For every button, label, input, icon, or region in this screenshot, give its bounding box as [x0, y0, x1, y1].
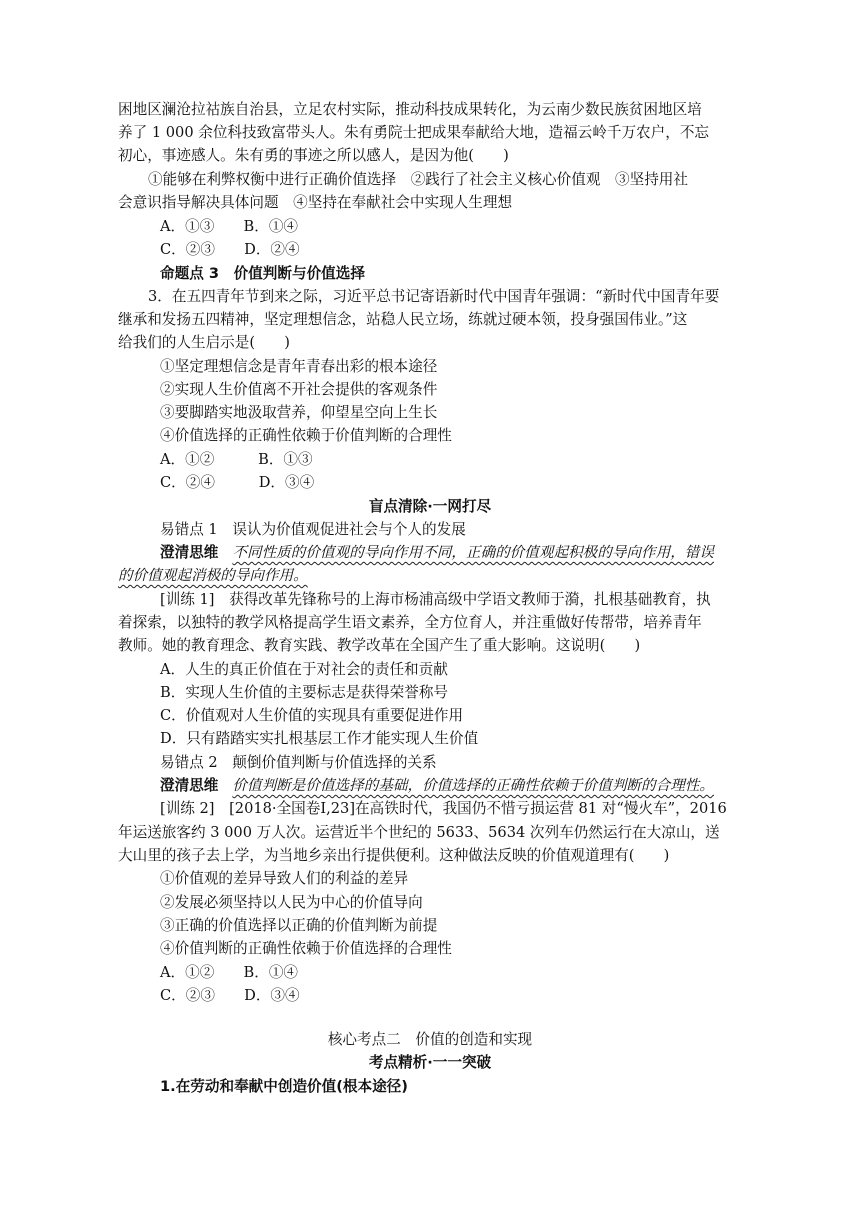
- option-statement: ④价值选择的正确性依赖于价值判断的合理性: [160, 427, 452, 444]
- answer-option: B．实现人生价值的主要标志是获得荣誉称号: [160, 684, 449, 701]
- error-point-heading: 易错点 1 误认为价值观促进社会与个人的发展: [160, 521, 466, 538]
- answer-choices: A．①② B．①④: [160, 964, 299, 981]
- answer-choices: A．①③ B．①④: [160, 218, 299, 235]
- clarify-text: 的价值观起消极的导向作用。: [118, 567, 308, 584]
- section-heading: 命题点 3 价值判断与价值选择: [160, 265, 365, 282]
- option-statement: ③要脚踏实地汲取营养，仰望星空向上生长: [160, 404, 438, 421]
- clarify-text: 价值判断是价值选择的基础，价值选择的正确性依赖于价值判断的合理性。: [232, 777, 714, 794]
- question-text: 给我们的人生启示是( ): [118, 334, 290, 351]
- training-text: 教师。她的教育理念、教育实践、教学改革在全国产生了重大影响。这说明( ): [118, 637, 641, 654]
- training-text: 大山里的孩子去上学，为当地乡亲出行提供便利。这种做法反映的价值观道理有( ): [118, 847, 670, 864]
- option-statement: ③正确的价值选择以正确的价值判断为前提: [160, 917, 438, 934]
- option-statement: ①价值观的差异导致人们的利益的差异: [160, 870, 409, 887]
- answer-choices: C．②④ D．③④: [160, 474, 315, 491]
- answer-option: C．价值观对人生价值的实现具有重要促进作用: [160, 707, 464, 724]
- question-text: 3．在五四青年节到来之际，习近平总书记寄语新时代中国青年强调：“新时代中国青年要: [148, 288, 720, 305]
- answer-option: A．人生的真正价值在于对社会的责任和贡献: [160, 661, 448, 678]
- answer-choices: C．②③ D．③④: [160, 987, 300, 1004]
- text-line: 初心，事迹感人。朱有勇的事迹之所以感人，是因为他( ): [118, 147, 509, 164]
- text-line: 养了 1 000 余位科技致富带头人。朱有勇院士把成果奉献给大地，造福云岭千万农户，不忘: [118, 124, 710, 141]
- option-statement: ②发展必须坚持以人民为中心的价值导向: [160, 894, 423, 911]
- text-line: 会意识指导解决具体问题 ④坚持在奉献社会中实现人生理想: [118, 194, 513, 211]
- answer-choices: C．②③ D．②④: [160, 241, 300, 258]
- training-text: 着探索，以独特的教学风格提高学生语文素养，全方位育人，并注重做好传帮带，培养青年: [118, 614, 702, 631]
- core-topic-title: 核心考点二 价值的创造和实现: [327, 1031, 533, 1048]
- answer-option: D．只有踏踏实实扎根基层工作才能实现人生价值: [160, 730, 479, 747]
- error-point-heading: 易错点 2 颠倒价值判断与价值选择的关系: [160, 754, 437, 771]
- section-title: 盲点清除·一网打尽: [368, 498, 492, 515]
- option-statements: ①能够在利弊权衡中进行正确价值选择 ②践行了社会主义核心价值观 ③坚持用社: [148, 171, 688, 188]
- option-statement: ②实现人生价值离不开社会提供的客观条件: [160, 381, 438, 398]
- training-text: [训练 1] 获得改革先锋称号的上海市杨浦高级中学语文教师于漪，扎根基础教育，执: [160, 591, 711, 608]
- clarify-text: 不同性质的价值观的导向作用不同，正确的价值观起积极的导向作用，错误: [232, 544, 714, 561]
- clarify-label: 澄清思维: [160, 544, 219, 561]
- subsection-heading: 1.在劳动和奉献中创造价值(根本途径): [160, 1078, 408, 1095]
- answer-choices: A．①② B．①③: [160, 451, 313, 468]
- clarify-line: [118, 565, 308, 587]
- training-text: 年运送旅客约 3 000 万人次。运营近半个世纪的 5633、5634 次列车仍然运行在大凉山，送: [118, 824, 720, 841]
- option-statement: ④价值判断的正确性依赖于价值选择的合理性: [160, 940, 452, 957]
- question-text: 继承和发扬五四精神，坚定理想信念，站稳人民立场，练就过硬本领，投身强国伟业。”这: [118, 311, 688, 328]
- text-line: 困地区澜沧拉祜族自治县，立足农村实际，推动科技成果转化，为云南少数民族贫困地区培: [118, 101, 702, 118]
- clarify-line: [160, 542, 714, 564]
- clarify-line: [160, 775, 714, 797]
- clarify-label: 澄清思维: [160, 777, 219, 794]
- option-statement: ①坚定理想信念是青年青春出彩的根本途径: [160, 358, 438, 375]
- training-text: [训练 2] [2018·全国卷Ⅰ,23]在高铁时代，我国仍不惜亏损运营 81 对“慢火车”，2016: [160, 800, 727, 817]
- section-title: 考点精析·一一突破: [368, 1054, 492, 1071]
